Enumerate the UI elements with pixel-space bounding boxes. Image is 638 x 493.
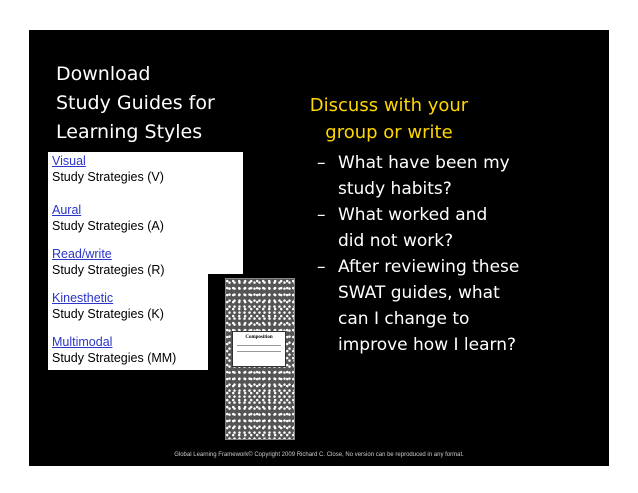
question-item — [317, 202, 547, 254]
link-description: Study Strategies (V) — [52, 170, 164, 184]
question-line: did not work? — [338, 231, 454, 251]
slide — [29, 30, 609, 466]
multimodal-link[interactable]: Multimodal — [52, 335, 113, 349]
title-line: Download — [56, 63, 151, 85]
composition-notebook-image — [225, 278, 295, 440]
question-line: study habits? — [338, 179, 452, 199]
aural-link[interactable]: Aural — [52, 203, 82, 217]
question-list — [317, 150, 547, 358]
visual-link[interactable]: Visual — [52, 154, 86, 168]
discuss-line: Discuss with your — [309, 95, 469, 116]
link-item-kinesthetic — [52, 290, 164, 322]
link-item-aural — [52, 202, 164, 234]
link-description: Study Strategies (A) — [52, 219, 164, 233]
question-line: can I change to — [338, 309, 470, 329]
question-item — [317, 254, 547, 358]
link-description: Study Strategies (K) — [52, 307, 164, 321]
copyright-footer: Global Learning Framework© Copyright 2009 Richard C. Close, No version can be reproduced in any format. — [174, 452, 464, 458]
question-line: What worked and — [338, 205, 488, 225]
question-line: SWAT guides, what — [338, 283, 500, 303]
link-description: Study Strategies (MM) — [52, 351, 177, 365]
slide-title — [56, 60, 215, 147]
bullet-dash: – — [317, 205, 326, 225]
question-line: What have been my — [338, 153, 510, 173]
title-line: Study Guides for — [56, 92, 215, 114]
link-description: Study Strategies (R) — [52, 263, 165, 277]
read-write-link[interactable]: Read/write — [52, 247, 112, 261]
question-line: After reviewing these — [338, 257, 520, 277]
question-item — [317, 150, 547, 202]
bullet-dash: – — [317, 257, 326, 277]
question-line: improve how I learn? — [338, 335, 517, 355]
title-line: Learning Styles — [56, 121, 203, 143]
link-item-readwrite — [52, 246, 165, 278]
notebook-label-text: Composition — [245, 335, 273, 340]
link-item-multimodal — [52, 334, 176, 366]
discuss-line: group or write — [325, 122, 453, 143]
kinesthetic-link[interactable]: Kinesthetic — [52, 291, 114, 305]
discuss-heading — [279, 92, 499, 146]
link-item-visual — [52, 153, 164, 185]
notebook-label — [232, 331, 286, 367]
bullet-dash: – — [317, 153, 326, 173]
